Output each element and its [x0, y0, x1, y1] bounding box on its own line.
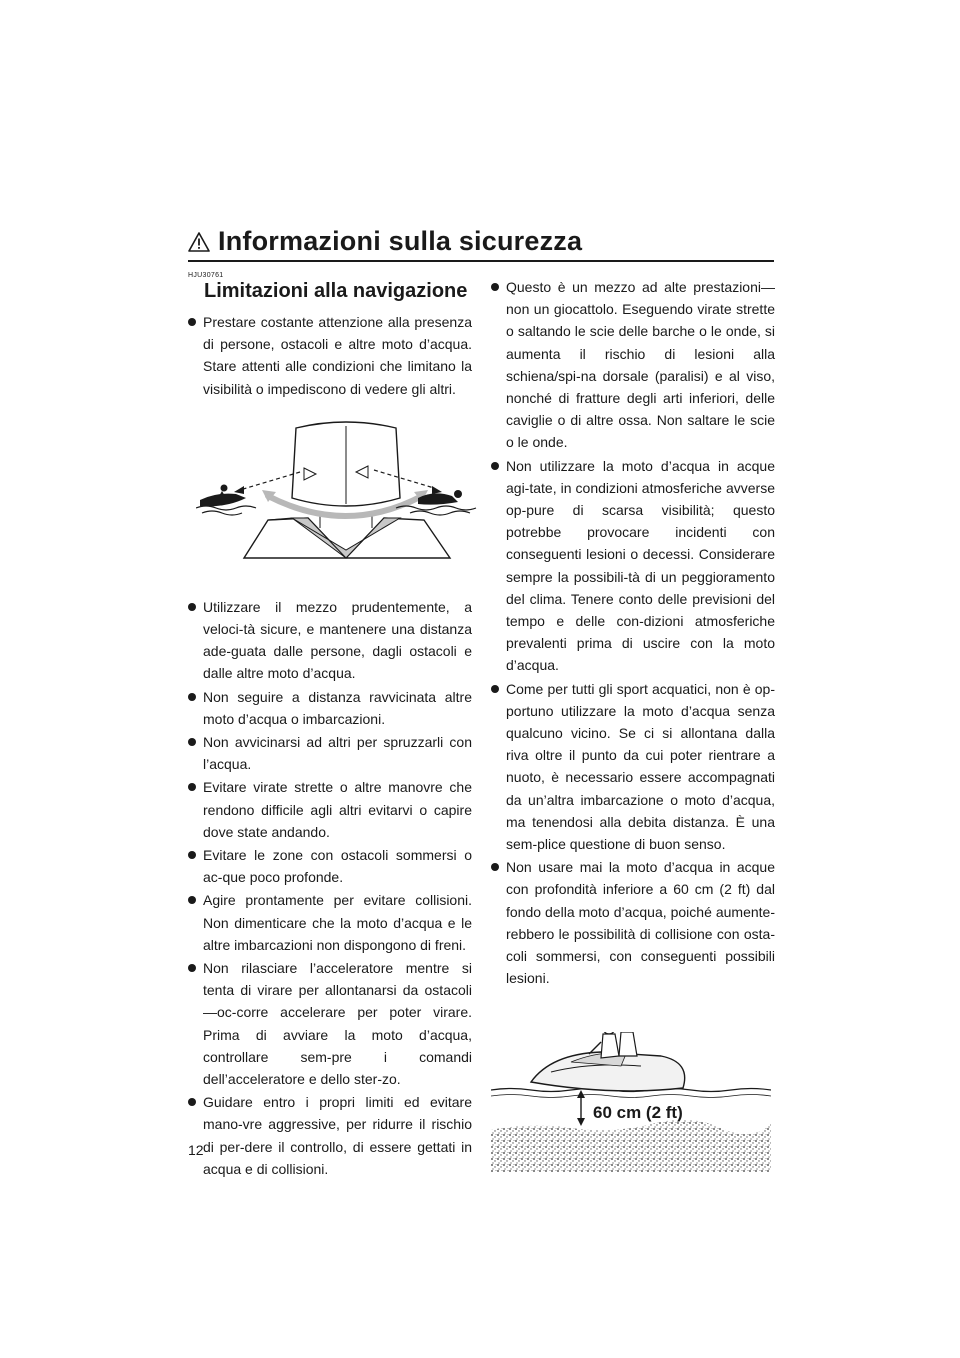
left-column [188, 272, 472, 1181]
list-item: Evitare le zone con ostacoli sommersi o ac-que poco profonde. [188, 844, 472, 888]
bullet-icon [188, 693, 196, 701]
list-item: Non rilasciare l’acceleratore mentre si tenta di virare per allontanarsi da ostacoli—oc-corre accelerare per poter virare. Prima di avviare la moto d’acqua, controllare sem-pre i comandi dell’acceleratore e dello ster-zo. [188, 957, 472, 1090]
visibility-illustration [196, 418, 480, 568]
section-code: HJU30761 [188, 272, 224, 279]
bullet-icon [188, 851, 196, 859]
bullet-icon [188, 783, 196, 791]
header-title: Informazioni sulla sicurezza [218, 226, 583, 256]
bullet-icon [188, 964, 196, 972]
list-item: Utilizzare il mezzo prudentemente, a veloci-tà sicure, e mantenere una distanza ade-guata dalle persone, dagli ostacoli e dalle altre moto d’acqua. [188, 596, 472, 685]
bullet-icon [188, 603, 196, 611]
bullet-list-top [188, 311, 472, 400]
right-column [491, 276, 775, 1172]
warning-triangle-icon [188, 232, 210, 252]
section-title: Limitazioni alla navigazione [204, 280, 468, 302]
bullet-list-left [188, 596, 472, 1180]
list-item: Non utilizzare la moto d’acqua in acque agi-tate, in condizioni atmosferiche avverse op-pure di scarsa visibilità; questo potrebbe provocare incidenti con conseguenti lesioni o decessi. Considerare sempre la possibili-tà di un peggioramento del clima. Tenere conto delle previsioni del tempo e delle con-dizioni atmosferiche prevalenti prima di uscire con la moto d’acqua. [491, 455, 775, 677]
list-item: Non usare mai la moto d’acqua in acque con profondità inferiore a 60 cm (2 ft) dal fondo della moto d’acqua, poiché aumente-rebbero le possibilità di collisione con osta-coli sommersi, con conseguenti possibili lesioni. [491, 856, 775, 989]
bullet-icon [491, 462, 499, 470]
list-item: Prestare costante attenzione alla presenza di persone, ostacoli e altre moto d’acqua. Stare attenti alle condizioni che limitano la visibilità o impediscono di vedere gli altri. [188, 311, 472, 400]
list-item: Non avvicinarsi ad altri per spruzzarli con l’acqua. [188, 731, 472, 775]
page-header [188, 226, 774, 262]
list-item: Evitare virate strette o altre manovre che rendono difficile agli altri evitarvi o capire dove state andando. [188, 776, 472, 843]
bullet-icon [188, 896, 196, 904]
bullet-icon [188, 1098, 196, 1106]
list-item: Guidare entro i propri limiti ed evitare mano-vre aggressive, per ridurre il rischio di per-dere il controllo, di essere gettati in acqua e di collisioni. [188, 1091, 472, 1180]
depth-label: 60 cm (2 ft) [593, 1102, 683, 1122]
bullet-icon [188, 318, 196, 326]
bullet-icon [491, 863, 499, 871]
list-item: Come per tutti gli sport acquatici, non è op-portuno utilizzare la moto d’acqua senza qualcuno vicino. Se ci si allontana dalla riva oltre il punto da cui poter rientrare a nuoto, è necessario essere accompagnati da un’altra imbarcazione o moto d’acqua, ma tenendosi alla debita distanza. È una sem-plice questione di buon senso. [491, 678, 775, 856]
list-item: Non seguire a distanza ravvicinata altre moto d’acqua o imbarcazioni. [188, 686, 472, 730]
list-item: Questo è un mezzo ad alte prestazioni—non un giocattolo. Eseguendo virate strette o saltando le scie delle barche o le onde, si aumenta il rischio di lesioni alla schiena/spi-na dorsale (paralisi) e al viso, nonché di fratture degli arti inferiori, delle caviglie o di altre ossa. Non saltare le scie o le onde. [491, 276, 775, 454]
page-number: 12 [188, 1142, 204, 1158]
bullet-list-right [491, 276, 775, 990]
bullet-icon [491, 283, 499, 291]
bullet-icon [188, 738, 196, 746]
list-item: Agire prontamente per evitare collisioni. Non dimenticare che la moto d’acqua e le altre imbarcazioni non dispongono di freni. [188, 889, 472, 956]
bullet-icon [491, 685, 499, 693]
depth-illustration [491, 1032, 771, 1172]
